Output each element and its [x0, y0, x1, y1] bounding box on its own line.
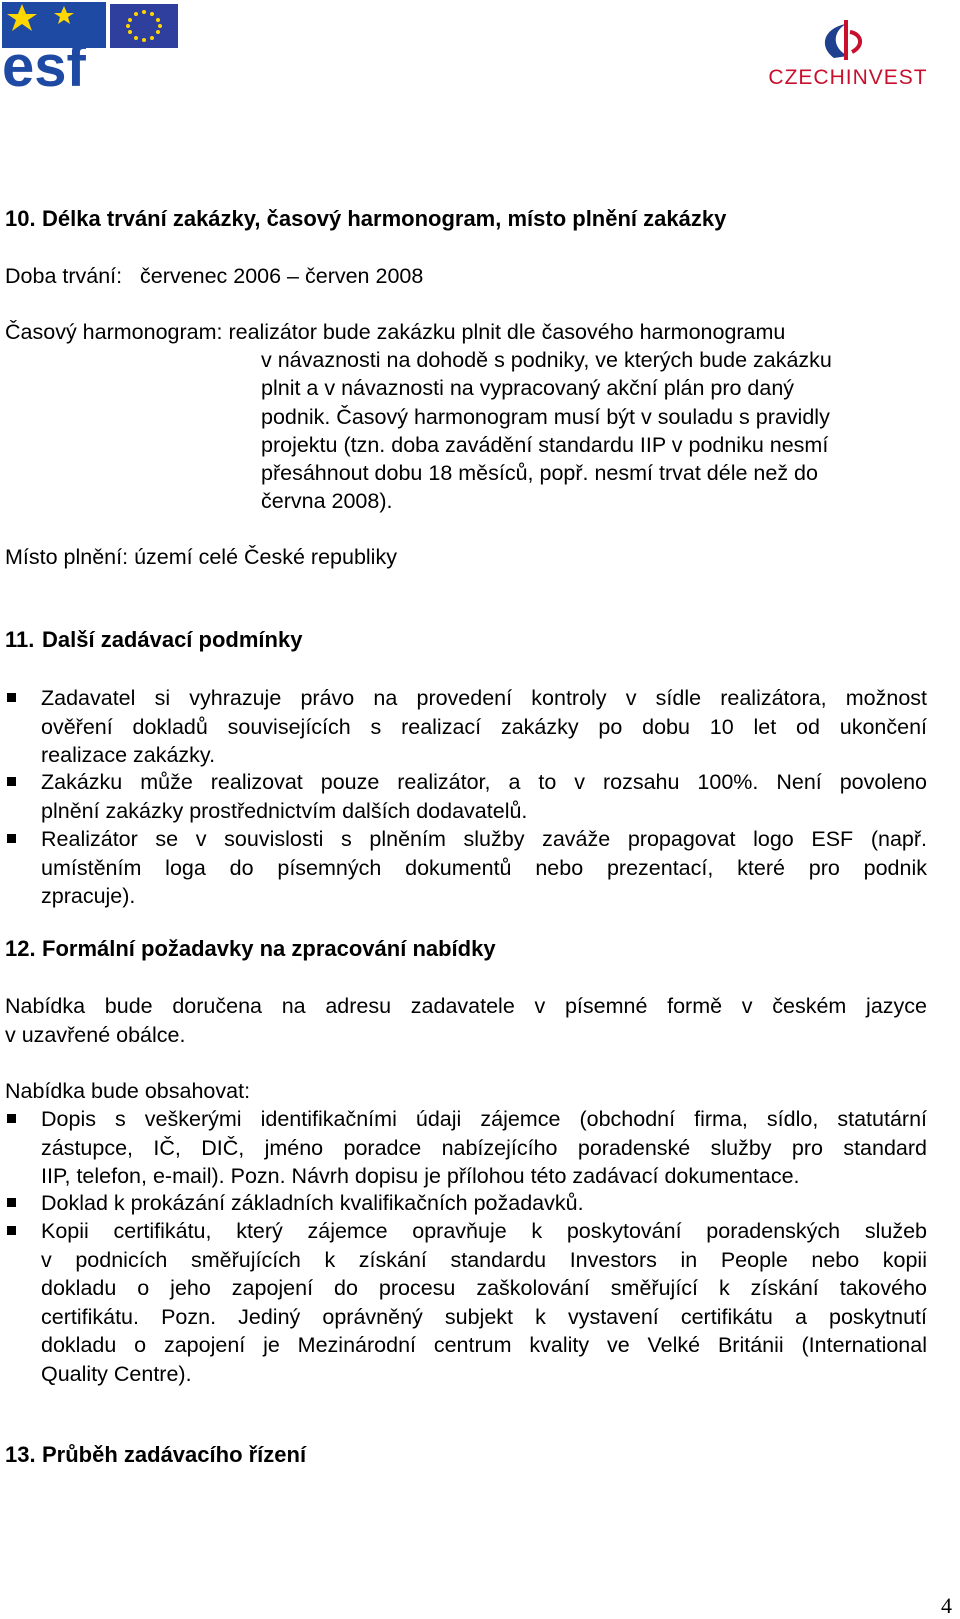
list-item-line: umístěním loga do písemných dokumentů nebo prezentací, které pro podnik — [41, 855, 927, 880]
schedule-line: plnit a v návaznosti na vypracovaný akční plán pro daný — [261, 376, 795, 400]
section-13-heading — [5, 1442, 306, 1468]
bullet-icon — [7, 834, 16, 843]
list-item — [41, 684, 927, 770]
list-item — [41, 1189, 927, 1218]
list-item — [41, 768, 927, 825]
list-item — [41, 1217, 927, 1388]
section-number: 13. — [5, 1442, 36, 1467]
list-item-line: dokladu o zapojení je Mezinárodní centrum kvality ve Velké Británii (International — [41, 1333, 927, 1357]
list-item-line: zpracuje). — [41, 884, 136, 908]
section-10-heading — [5, 206, 726, 232]
bullet-icon — [7, 777, 16, 786]
list-item-line: realizace zakázky. — [41, 743, 216, 767]
section-number: 10. — [5, 206, 36, 231]
list-item — [41, 1105, 927, 1191]
section-title: Formální požadavky na zpracování nabídky — [42, 936, 496, 961]
list-item-line: Dopis s veškerými identifikačními údaji zájemce (obchodní firma, sídlo, statutární — [41, 1107, 927, 1131]
esf-logo-text: esf — [2, 34, 86, 90]
list-item-line: Doklad k prokázání základních kvalifikačních požadavků. — [41, 1191, 584, 1215]
czechinvest-logo-text: CZECHINVEST — [768, 66, 928, 89]
list-item-line: IIP, telefon, e-mail). Pozn. Návrh dopisu je přílohou této zadávací dokumentace. — [41, 1164, 800, 1188]
czechinvest-mark-icon — [758, 18, 938, 66]
paragraph-line: Nabídka bude doručena na adresu zadavatele v písemné formě v českém jazyce — [5, 994, 927, 1018]
schedule-line: Časový harmonogram: realizátor bude zakázku plnit dle časového harmonogramu — [5, 320, 786, 344]
section-title: Další zadávací podmínky — [42, 627, 303, 652]
list-item-line: ověření dokladů souvisejících s realizací zakázky po dobu 10 let od ukončení — [41, 714, 927, 739]
list-item-line: Zadavatel si vyhrazuje právo na provedení kontroly v sídle realizátora, možnost — [41, 686, 927, 710]
schedule-line: června 2008). — [261, 489, 393, 513]
section-number: 11. — [5, 627, 35, 652]
bullet-icon — [7, 1226, 16, 1235]
list-item-line: Kopii certifikátu, který zájemce opravňuje k poskytování poradenských služeb — [41, 1219, 927, 1243]
list-item-line: certifikátu. Pozn. Jediný oprávněný subjekt k vystavení certifikátu a poskytnutí — [41, 1304, 927, 1329]
section-12-heading — [5, 936, 496, 962]
schedule-line: přesáhnout dobu 18 měsíců, popř. nesmí trvat déle než do — [261, 461, 818, 485]
bullet-icon — [7, 1114, 16, 1123]
esf-eu-logo — [2, 2, 180, 90]
list-item-line: dokladu o jeho zapojení do procesu zaškolování směřující k získání takového — [41, 1276, 927, 1300]
section-title: Průběh zadávacího řízení — [42, 1442, 307, 1467]
section-number: 12. — [5, 936, 36, 961]
place-text: Místo plnění: území celé České republiky — [5, 545, 397, 569]
paragraph-line: v uzavřené obálce. — [5, 1022, 186, 1047]
list-item-line: Zakázku může realizovat pouze realizátor, a to v rozsahu 100%. Není povoleno — [41, 770, 927, 794]
section-title: Délka trvání zakázky, časový harmonogram, místo plnění zakázky — [42, 206, 727, 231]
czechinvest-logo — [758, 18, 938, 89]
list-item — [41, 825, 927, 911]
list-item-line: v podnicích směřujících k získání standardu Investors in People nebo kopii — [41, 1247, 927, 1272]
list-item-line: zástupce, IČ, DIČ, jméno poradce nabízejícího poradenské služby pro standard — [41, 1135, 927, 1160]
list-item-line: plnění zakázky prostřednictvím dalších dodavatelů. — [41, 798, 528, 823]
schedule-line: projektu (tzn. doba zavádění standardu IIP v podniku nesmí — [261, 433, 829, 457]
contains-label: Nabídka bude obsahovat: — [5, 1079, 251, 1103]
duration-text: Doba trvání: červenec 2006 – červen 2008 — [5, 264, 424, 288]
bullet-icon — [7, 693, 16, 702]
bullet-icon — [7, 1198, 16, 1207]
list-item-line: Realizátor se v souvislosti s plněním služby zaváže propagovat logo ESF (např. — [41, 827, 927, 851]
schedule-line: v návaznosti na dohodě s podniky, ve kterých bude zakázku — [261, 348, 832, 372]
section-11-heading — [5, 627, 302, 653]
list-item-line: Quality Centre). — [41, 1361, 192, 1386]
page-number: 4 — [941, 1593, 952, 1618]
delivery-paragraph — [5, 992, 927, 1049]
schedule-line: podnik. Časový harmonogram musí být v souladu s pravidly — [261, 405, 830, 429]
